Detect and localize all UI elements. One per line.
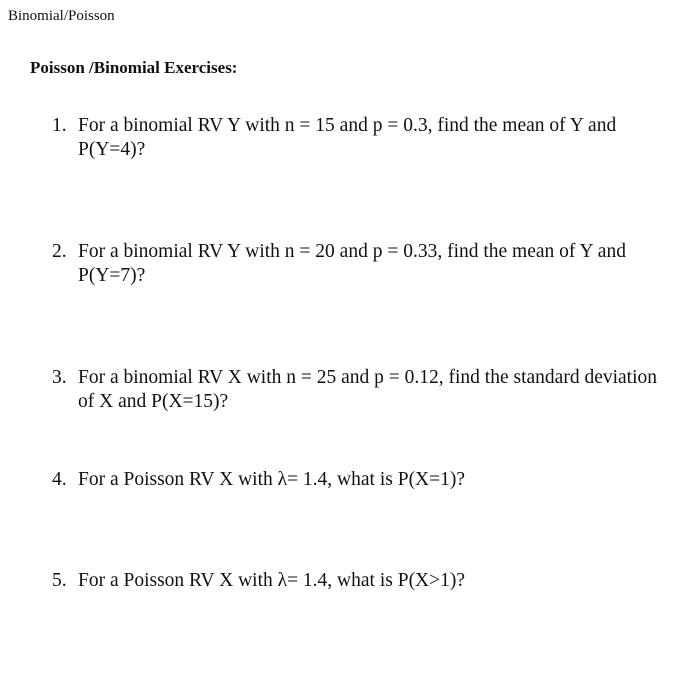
question-item xyxy=(52,114,672,162)
section-heading: Poisson /Binomial Exercises: xyxy=(30,58,238,77)
document-header: Binomial/Poisson xyxy=(8,8,115,24)
question-number: 3. xyxy=(52,367,67,388)
question-text: For a binomial RV Y with n = 20 and p = 0.33, find the mean of Y and P(Y=7)? xyxy=(78,241,626,286)
question-text: For a Poisson RV X with λ= 1.4, what is P(X=1)? xyxy=(78,469,466,490)
question-item xyxy=(52,468,672,492)
question-item xyxy=(52,569,672,593)
question-text: For a Poisson RV X with λ= 1.4, what is P(X>1)? xyxy=(78,570,466,591)
question-text: For a binomial RV X with n = 25 and p = 0.12, find the standard deviation of X and P(X=15)? xyxy=(78,367,658,412)
question-item xyxy=(52,366,672,414)
question-number: 2. xyxy=(52,241,67,262)
question-item xyxy=(52,240,672,288)
question-number: 1. xyxy=(52,115,67,136)
question-number: 5. xyxy=(52,570,67,591)
question-text: For a binomial RV Y with n = 15 and p = 0.3, find the mean of Y and P(Y=4)? xyxy=(78,115,617,160)
question-number: 4. xyxy=(52,469,67,490)
